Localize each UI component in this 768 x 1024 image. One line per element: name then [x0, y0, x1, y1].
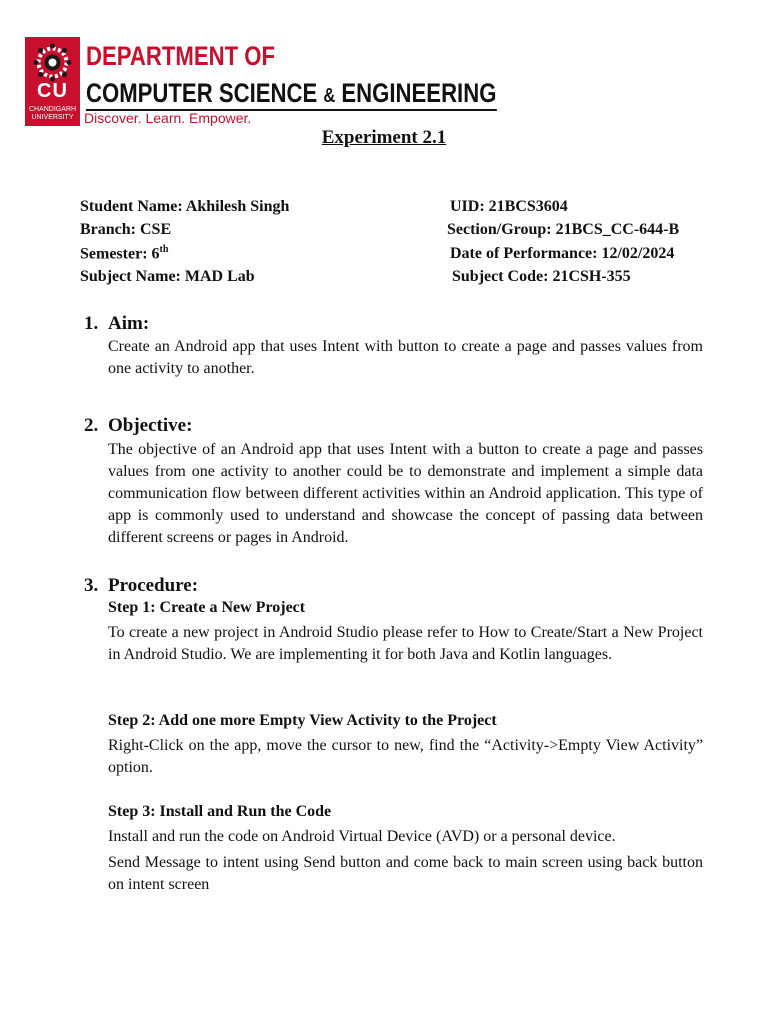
- objective-heading: [84, 415, 192, 437]
- step2-text: Right-Click on the app, move the cursor to new, find the “Activity->Empty View Activity” option.: [108, 737, 703, 776]
- dept-line2-part-a: COMPUTER SCIENCE: [86, 78, 324, 108]
- procedure-heading-text: Procedure:: [108, 575, 199, 596]
- date-of-performance: Date of Performance: 12/02/2024: [450, 245, 675, 262]
- step3-text1: Install and run the code on Android Virtual Device (AVD) or a personal device.: [108, 828, 616, 845]
- student-semester: [80, 244, 168, 263]
- aim-text: Create an Android app that uses Intent with button to create a page and passes values from one activity to another.: [108, 338, 703, 377]
- experiment-title-text: Experiment 2.1: [321, 127, 447, 148]
- logo-university-text: CHANDIGARH UNIVERSITY: [28, 106, 77, 121]
- aim-number: 1.: [84, 313, 99, 334]
- aim-heading-text: Aim:: [108, 313, 150, 334]
- dept-line2-part-b: ENGINEERING: [335, 78, 497, 108]
- experiment-title: [0, 127, 768, 149]
- step3-title: Step 3: Install and Run the Code: [108, 803, 332, 820]
- step3-text2: Send Message to intent using Send button and come back to main screen using back button on intent screen: [108, 854, 703, 893]
- objective-heading-text: Objective:: [108, 415, 193, 436]
- procedure-heading: [84, 575, 198, 597]
- gear-emblem-icon: [31, 41, 74, 84]
- student-uid: UID: 21BCS3604: [450, 198, 568, 215]
- university-logo: [25, 37, 80, 126]
- student-name: Student Name: Akhilesh Singh: [80, 198, 290, 215]
- logo-cu-text: CU: [37, 80, 68, 102]
- step2-title: Step 2: Add one more Empty View Activity to the Project: [108, 712, 497, 729]
- subject-name: Subject Name: MAD Lab: [80, 268, 255, 285]
- dept-line2-ampersand: &: [323, 85, 336, 107]
- semester-text: Semester: 6: [80, 245, 160, 263]
- objective-text: The objective of an Android app that uses Intent with a button to create a page and passes values from one activity to another could be to demonstrate and implement a simple data communication flow between different activities within an Android application. This type of app is commonly used to understand and showcase the concept of passing data between different screens or pages in Android.: [108, 441, 703, 546]
- subject-code: Subject Code: 21CSH-355: [452, 268, 631, 285]
- department-title-line1: DEPARTMENT OF: [86, 41, 276, 71]
- step1-title: Step 1: Create a New Project: [108, 599, 306, 616]
- student-branch: Branch: CSE: [80, 221, 172, 238]
- semester-sup: th: [159, 244, 169, 255]
- procedure-number: 3.: [84, 575, 99, 596]
- department-title-line2: [86, 78, 496, 111]
- tagline: Discover. Learn. Empower.: [84, 110, 252, 126]
- student-section: Section/Group: 21BCS_CC-644-B: [447, 221, 680, 238]
- aim-heading: [84, 313, 149, 335]
- objective-number: 2.: [84, 415, 99, 436]
- step1-text: To create a new project in Android Studio please refer to How to Create/Start a New Project in Android Studio. We are implementing it for both Java and Kotlin languages.: [108, 624, 703, 663]
